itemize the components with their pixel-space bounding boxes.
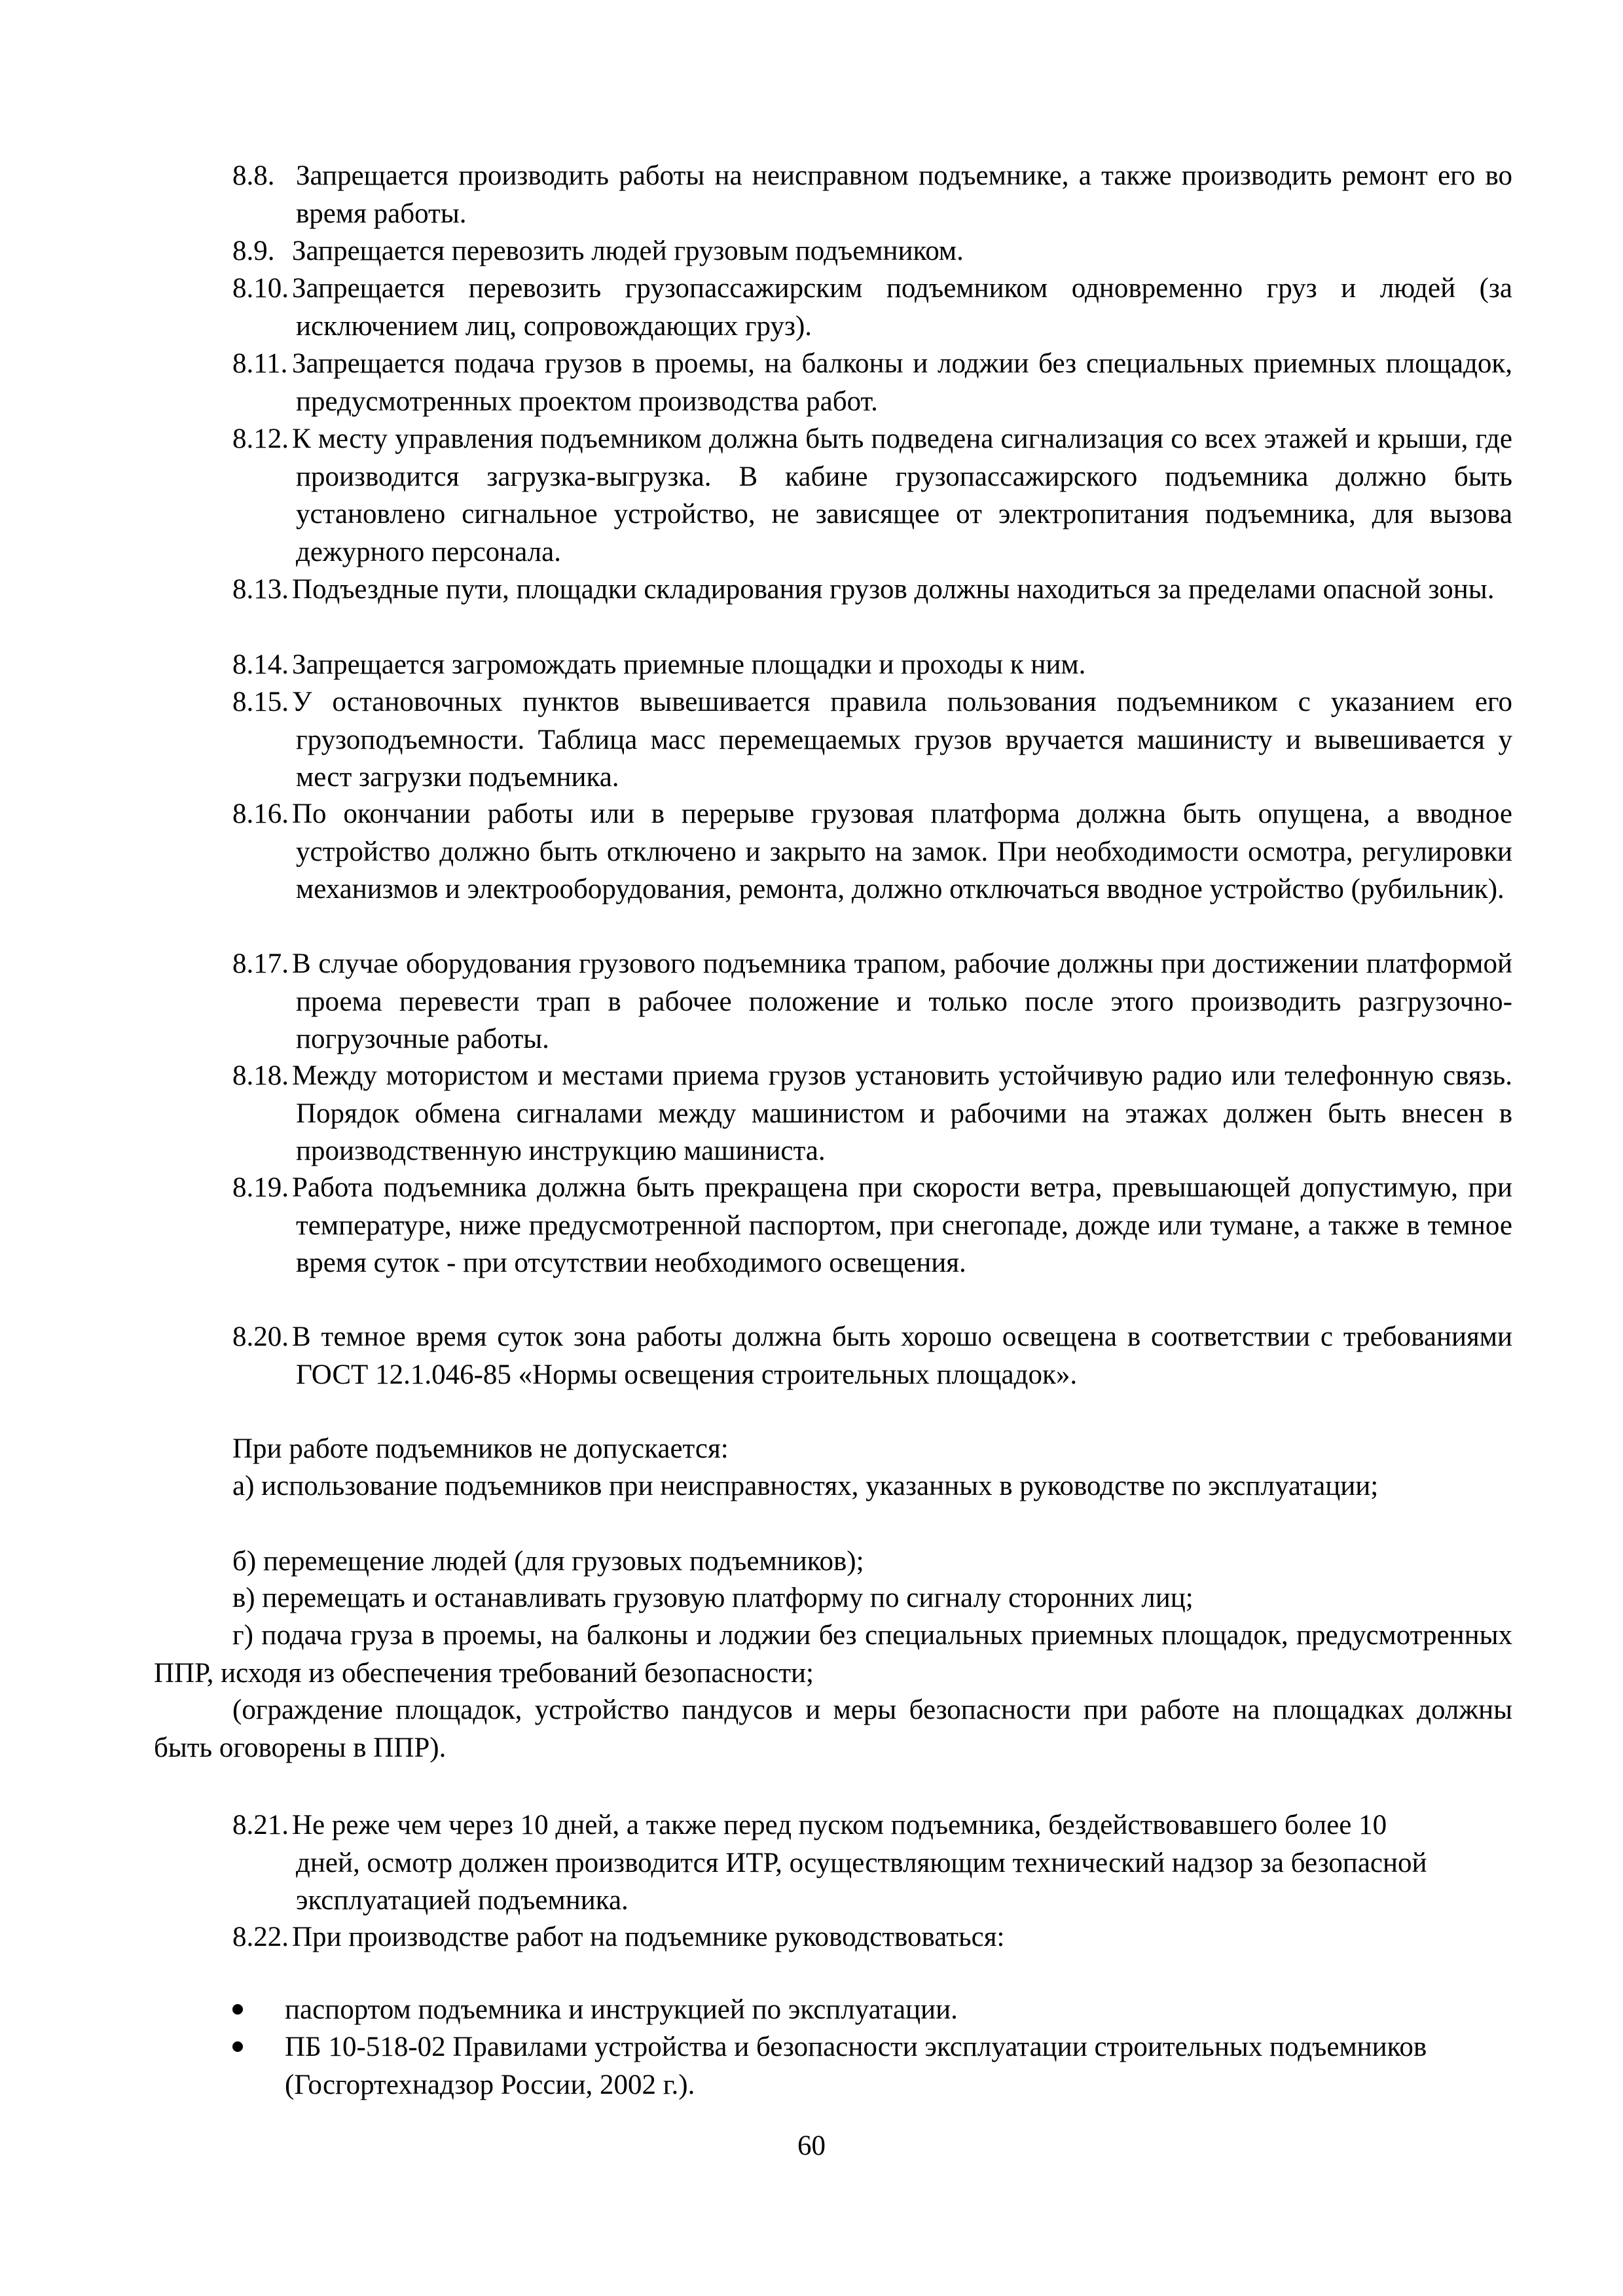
item-text: К месту управления подъемником должна быть подведена сигнализация со всех этажей и крыши, где производится загрузка-выгрузка. В кабине грузопассажирского подъемника должно быть установлено сигнальное устройство, не зависящее от электропитания подъемника, для вызова дежурного персонала. [292,423,1512,567]
list-item-8-18 [232,1057,1512,1170]
list-item-8-12 [232,420,1512,571]
list-item-8-16 [232,795,1512,908]
item-text: Запрещается подача грузов в проемы, на балконы и лоджии без специальных приемных площадок, предусмотренных проектом производства работ. [292,348,1512,417]
list-item-8-20 [232,1318,1512,1393]
item-text: Подъездные пути, площадки складирования грузов должны находиться за пределами опасной зоны. [292,574,1495,605]
item-text: По окончании работы или в перерыве грузовая платформа должна быть опущена, а вводное устройство должно быть отключено и закрыто на замок. При необходимости осмотра, регулировки механизмов и электрооборудования, ремонта, должно отключаться вводное устройство (рубильник). [292,798,1512,905]
item-number: 8.16. [232,798,289,829]
page-number: 60 [797,2130,826,2161]
item-number: 8.18. [232,1060,289,1091]
item-text: Не реже чем через 10 дней, а также перед пуском подъемника, бездействовавшего более 10 дней, осмотр должен производится ИТР, осуществляющим технический надзор за безопасной эксплуатацией подъемника. [292,1810,1427,1916]
list-item-8-11 [232,345,1512,420]
item-number: 8.17. [232,948,289,979]
bullet-text: паспортом подъемника и инструкцией по эксплуатации. [285,1994,958,2025]
item-text: Запрещается производить работы на неисправном подъемнике, а также производить ремонт его во время работы. [296,160,1512,229]
item-number: 8.10. [232,273,289,304]
list-item-8-15 [232,683,1512,797]
item-number: 8.8. [232,160,275,191]
item-number: 8.14. [232,649,289,680]
item-number: 8.21. [232,1810,289,1840]
item-text: Между мотористом и местами приема грузов установить устойчивую радио или телефонную связь. Порядок обмена сигналами между машинистом и рабочими на этажах должен быть внесен в производственную инструкцию машиниста. [292,1060,1512,1166]
item-text: В случае оборудования грузового подъемника трапом, рабочие должны при достижении платформой проема перевести трап в рабочее положение и только после этого производить разгрузочно-погрузочные работы. [292,948,1512,1054]
item-number: 8.13. [232,574,289,605]
list-item-8-22 [232,1918,1512,1956]
item-number: 8.12. [232,423,289,454]
restriction-b: б) перемещение людей (для грузовых подъемников); [232,1546,864,1577]
item-number: 8.22. [232,1922,289,1952]
item-number: 8.11. [232,348,288,379]
list-item-8-17 [232,945,1512,1058]
list-item-8-10 [232,270,1512,345]
item-number: 8.15. [232,687,289,717]
restriction-g: г) подача груза в проемы, на балконы и лоджии без специальных приемных площадок, предусмотренных ППР, исходя из обеспечения требований безопасности; [154,1620,1512,1689]
bullet-text: ПБ 10-518-02 Правилами устройства и безопасности эксплуатации строительных подъемников (Госгортехнадзор России, 2002 г.). [285,2032,1427,2100]
list-item-8-21 [232,1806,1444,1920]
bullet-dot-icon [232,2041,243,2052]
item-text: У остановочных пунктов вывешивается правила пользования подъемником с указанием его грузоподъемности. Таблица масс перемещаемых грузов вручается машинисту и вывешивается у мест загрузки подъемника. [292,687,1512,793]
item-number: 8.20. [232,1321,289,1352]
item-number: 8.9. [232,236,275,266]
restriction-v: в) перемещать и останавливать грузовую платформу по сигналу сторонних лиц; [232,1583,1194,1613]
list-item-8-8 [232,157,1512,232]
bullet-item [232,1991,1512,2029]
list-item-8-19 [232,1169,1512,1282]
item-text: Работа подъемника должна быть прекращена при скорости ветра, превышающей допустимую, при температуре, ниже предусмотренной паспортом, при снегопаде, дожде или тумане, а также в темное время суток - при отсутствии необходимого освещения. [292,1172,1512,1278]
item-text: Запрещается перевозить грузопассажирским подъемником одновременно груз и людей (за исключением лиц, сопровождающих груз). [292,273,1512,342]
restriction-note: (ограждение площадок, устройство пандусов и меры безопасности при работе на площадках должны быть оговорены в ППР). [154,1695,1512,1763]
item-number: 8.19. [232,1172,289,1203]
list-item-8-13 [232,571,1512,609]
item-text: Запрещается перевозить людей грузовым подъемником. [292,236,964,266]
item-text: При производстве работ на подъемнике руководствоваться: [292,1922,1005,1952]
item-text: В темное время суток зона работы должна быть хорошо освещена в соответствии с требованиями ГОСТ 12.1.046-85 «Нормы освещения строительных площадок». [292,1321,1512,1390]
list-item-8-9 [232,232,1512,270]
bullet-item [232,2028,1444,2104]
restrictions-intro: При работе подъемников не допускается: [232,1433,729,1464]
item-text: Запрещается загромождать приемные площадки и проходы к ним. [292,649,1086,680]
list-item-8-14 [232,646,1512,684]
restriction-a: а) использование подъемников при неисправностях, указанных в руководстве по эксплуатации; [232,1471,1379,1501]
bullet-dot-icon [232,2004,243,2015]
